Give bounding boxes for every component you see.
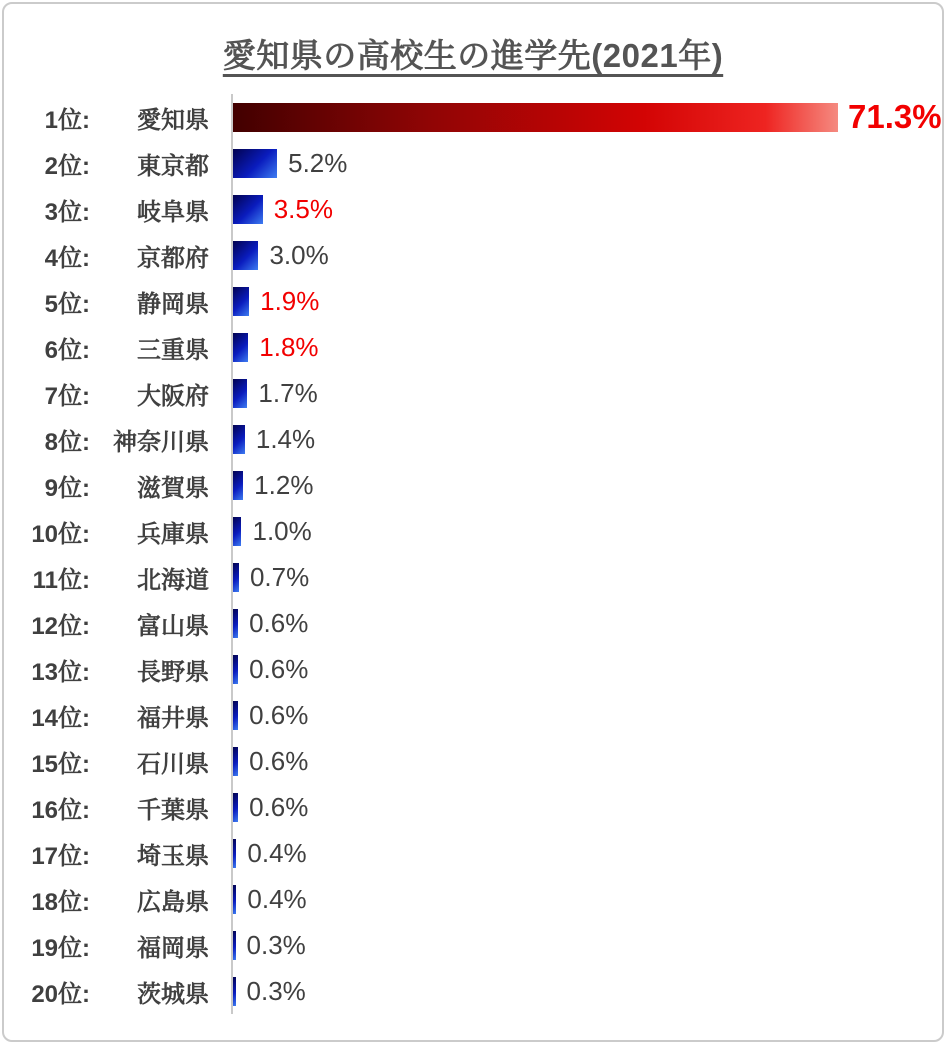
bar-row [4,232,942,278]
value-label: 0.3% [246,929,306,960]
bar-row [4,692,942,738]
bar-cell [231,140,942,186]
rank-label: 14位: [31,704,90,732]
bar-cell [231,416,942,462]
rank-label: 11位: [32,566,90,594]
value-label: 1.0% [252,515,312,546]
prefecture-label: 福井県 [137,704,209,732]
bar-row [4,600,942,646]
rank-label: 10位: [31,520,90,548]
bar [233,793,238,822]
bar-row [4,278,942,324]
value-label: 1.4% [255,423,316,454]
prefecture-label: 京都府 [137,244,209,272]
bar [233,287,249,316]
bar-row [4,416,942,462]
bar-cell [231,370,942,416]
bar [233,103,838,132]
bar [233,931,236,960]
bar-row [4,508,942,554]
bar [233,563,239,592]
bar-cell [231,324,942,370]
value-label: 0.6% [249,745,309,776]
bar-row [4,186,942,232]
bar-cell [231,186,942,232]
bar-cell [231,554,942,600]
bar [233,333,248,362]
value-label: 0.4% [247,837,307,868]
prefecture-label: 滋賀県 [137,474,209,502]
value-label: 3.0% [269,239,329,270]
rank-label: 3位: [44,198,90,226]
rank-label: 4位: [44,244,90,272]
rank-label: 5位: [44,290,90,318]
bar-cell [231,692,942,738]
prefecture-label: 東京都 [137,152,209,180]
prefecture-label: 富山県 [137,612,209,640]
prefecture-label: 広島県 [137,888,209,916]
value-label: 1.9% [260,285,320,316]
chart-title: 愛知県の高校生の進学先(2021年) [222,37,724,74]
rank-label: 17位: [31,842,90,870]
bar-row [4,876,942,922]
value-label: 0.4% [247,883,307,914]
rank-label: 20位: [31,980,90,1008]
value-label: 0.6% [249,699,309,730]
rank-label: 6位: [44,336,90,364]
rank-label: 2位: [44,152,90,180]
value-label: 0.3% [246,975,306,1006]
bar [233,977,236,1006]
bar [233,747,238,776]
bar-row [4,370,942,416]
bar-row [4,140,942,186]
value-label: 5.2% [288,147,348,178]
bar-row [4,830,942,876]
bar [233,517,241,546]
bar [233,195,263,224]
value-label: 0.6% [249,791,309,822]
bar-row [4,784,942,830]
prefecture-label: 岐阜県 [137,198,209,226]
bar [233,241,258,270]
prefecture-label: 大阪府 [137,382,209,410]
bar-cell [231,738,942,784]
bar-cell [231,508,942,554]
title-area [4,4,942,72]
prefecture-label: 石川県 [137,750,209,778]
rank-label: 9位: [44,474,90,502]
rank-label: 8位: [44,428,90,456]
rank-label: 16位: [31,796,90,824]
bar [233,839,236,868]
prefecture-label: 埼玉県 [137,842,209,870]
bar-row [4,462,942,508]
prefecture-label: 愛知県 [137,106,209,134]
rank-label: 1位: [44,106,90,134]
bar-row [4,646,942,692]
bar [233,471,243,500]
prefecture-label: 静岡県 [137,290,209,318]
bar [233,655,238,684]
value-label: 1.7% [258,377,318,408]
rank-label: 18位: [31,888,90,916]
rank-label: 12位: [31,612,90,640]
bar-cell [231,600,942,646]
bar [233,885,236,914]
prefecture-label: 千葉県 [137,796,209,824]
value-label: 0.6% [249,653,309,684]
rank-label: 15位: [31,750,90,778]
bar-row [4,324,942,370]
bar-cell [231,462,942,508]
chart-frame [2,2,944,1042]
value-label: 0.6% [249,607,309,638]
value-label: 1.2% [254,469,314,500]
bar-row [4,94,942,140]
value-label: 1.8% [259,331,319,362]
rank-label: 7位: [44,382,90,410]
prefecture-label: 茨城県 [137,980,209,1008]
bar-chart [4,94,942,1014]
bar-cell [231,278,942,324]
bar-cell [231,646,942,692]
bar-row [4,554,942,600]
bar-cell [231,876,942,922]
prefecture-label: 神奈川県 [113,428,209,456]
prefecture-label: 兵庫県 [137,520,209,548]
bar-cell [231,968,942,1014]
value-label: 0.7% [249,561,310,592]
bar-cell [231,94,942,140]
prefecture-label: 福岡県 [137,934,209,962]
value-label: 71.3% [848,98,942,135]
rank-label: 13位: [31,658,90,686]
bar-cell [231,830,942,876]
prefecture-label: 長野県 [137,658,209,686]
prefecture-label: 三重県 [137,336,209,364]
bar [233,149,277,178]
bar-row [4,968,942,1014]
rank-label: 19位: [31,934,90,962]
bar [233,425,245,454]
bar [233,701,238,730]
bar [233,609,238,638]
bar-cell [231,922,942,968]
bar-cell [231,784,942,830]
bar-row [4,922,942,968]
bar [233,379,247,408]
bar-row [4,738,942,784]
prefecture-label: 北海道 [137,566,209,594]
value-label: 3.5% [273,193,333,224]
bar-cell [231,232,942,278]
